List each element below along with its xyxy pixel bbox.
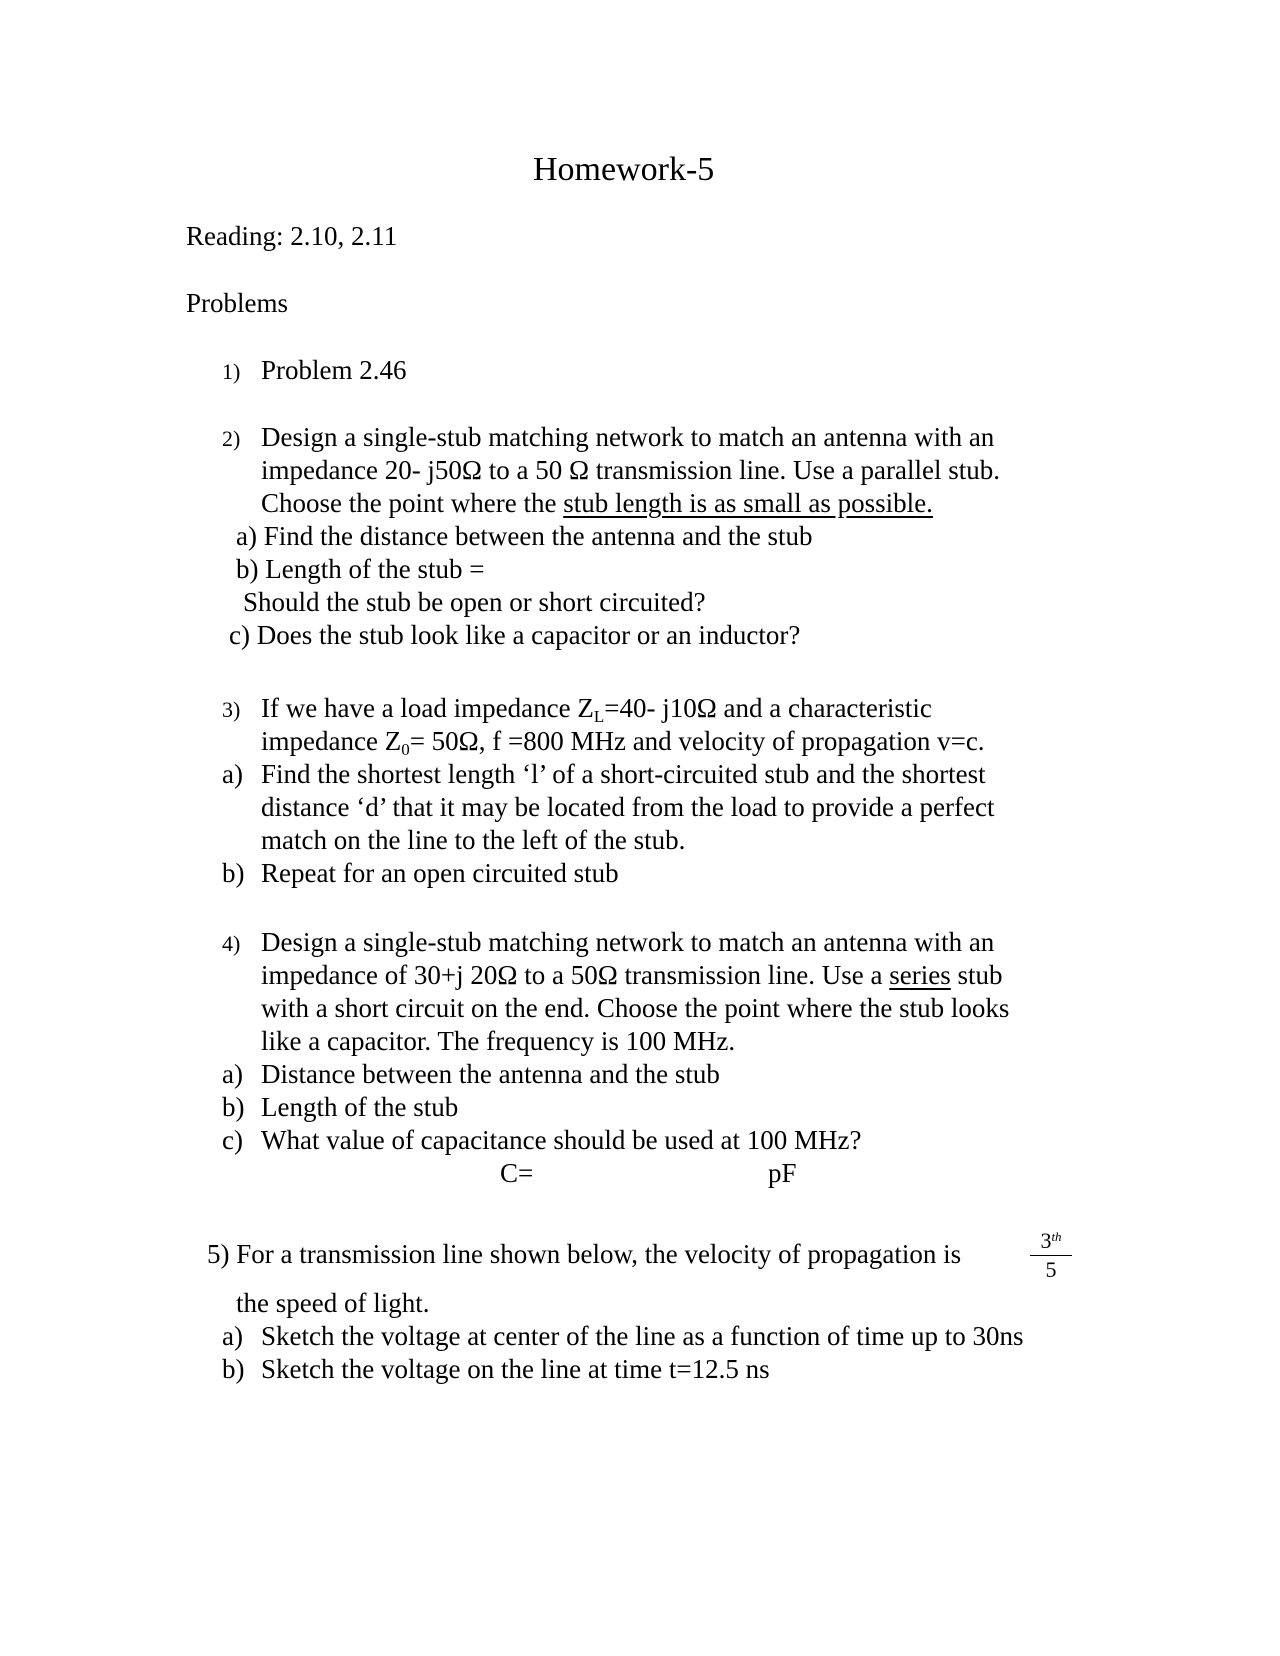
problem-3-part-a-label: a) <box>222 759 243 789</box>
problem-5-part-a: Sketch the voltage at center of the line as a function of time up to 30ns <box>261 1321 1024 1351</box>
problem-4-line-4: like a capacitor. The frequency is 100 MHz. <box>261 1026 736 1056</box>
fraction-numerator <box>1030 1229 1072 1256</box>
problem-3-number: 3) <box>222 697 241 722</box>
problem-3-part-a-line-3: match on the line to the left of the stub. <box>261 825 686 855</box>
problem-4-part-b: Length of the stub <box>261 1092 459 1122</box>
problem-3-part-b-label: b) <box>222 858 245 888</box>
problem-4-line-3: with a short circuit on the end. Choose the point where the stub looks <box>261 993 1010 1023</box>
zl-subscript: L <box>593 707 605 726</box>
problem-3-part-a-line-1: Find the shortest length ‘l’ of a short-circuited stub and the shortest <box>261 759 986 789</box>
reading-line: Reading: 2.10, 2.11 <box>186 221 398 251</box>
problem-3-part-a-line-2: distance ‘d’ that it may be located from the load to provide a perfect <box>261 792 995 822</box>
problem-4-part-a: Distance between the antenna and the stub <box>261 1059 720 1089</box>
problem-2-line-1: Design a single-stub matching network to match an antenna with an <box>261 422 995 452</box>
problem-5-line-1: 5) For a transmission line shown below, the velocity of propagation is <box>207 1239 962 1269</box>
page-title: Homework-5 <box>533 151 715 188</box>
capacitance-unit: pF <box>768 1158 797 1188</box>
fraction-superscript: th <box>1051 1229 1062 1244</box>
problem-4-part-c: What value of capacitance should be used at 100 MHz? <box>261 1125 862 1155</box>
problem-2-part-b-question: Should the stub be open or short circuited? <box>243 587 706 617</box>
problem-1-number: 1) <box>222 359 241 384</box>
problem-2-part-c: c) Does the stub look like a capacitor or an inductor? <box>229 620 801 650</box>
problem-4-part-b-label: b) <box>222 1092 245 1122</box>
velocity-fraction <box>1030 1229 1072 1282</box>
problem-5-part-a-label: a) <box>222 1321 243 1351</box>
problem-4-line-2-b: stub <box>950 960 1003 990</box>
problem-5-part-b: Sketch the voltage on the line at time t=12.5 ns <box>261 1354 770 1384</box>
problem-4-part-c-label: c) <box>222 1125 243 1155</box>
problem-4-line-2-a: impedance of 30+j 20Ω to a 50Ω transmission line. Use a <box>261 960 890 990</box>
problem-2-line-2: impedance 20- j50Ω to a 50 Ω transmission line. Use a parallel stub. <box>261 455 1000 485</box>
problem-2-line-3 <box>261 487 933 519</box>
problem-3-line-1-a: If we have a load impedance Z <box>261 693 594 723</box>
problem-4-line-1: Design a single-stub matching network to match an antenna with an <box>261 927 995 957</box>
problem-1-text: Problem 2.46 <box>261 355 407 385</box>
problem-3-line-2 <box>261 725 985 757</box>
problem-4-part-a-label: a) <box>222 1059 243 1089</box>
problem-2-number: 2) <box>222 426 241 451</box>
problem-2-underlined-text: stub length is as small as possible. <box>563 488 933 518</box>
fraction-denominator: 5 <box>1045 1257 1057 1282</box>
problem-3-line-1-b: =40- j10Ω and a characteristic <box>604 693 932 723</box>
problem-2-part-b: b) Length of the stub = <box>236 554 485 584</box>
problem-4-underlined-series: series <box>889 960 951 990</box>
problems-heading: Problems <box>186 288 289 318</box>
problem-5-part-b-label: b) <box>222 1354 245 1384</box>
z0-subscript: 0 <box>401 740 410 759</box>
problem-5-line-2: the speed of light. <box>236 1288 430 1318</box>
problem-3-line-1 <box>261 692 932 724</box>
capacitance-blank-label: C= <box>500 1158 534 1188</box>
problem-3-line-2-b: = 50Ω, f =800 MHz and velocity of propagation v=c. <box>409 726 985 756</box>
problem-4-number: 4) <box>222 931 241 956</box>
problem-3-line-2-a: impedance Z <box>261 726 402 756</box>
problem-4-line-2 <box>261 959 1003 991</box>
problem-2-line-3-text: Choose the point where the <box>261 488 564 518</box>
fraction-numerator-value: 3 <box>1040 1228 1052 1253</box>
problem-2-part-a: a) Find the distance between the antenna and the stub <box>236 521 813 551</box>
problem-3-part-b: Repeat for an open circuited stub <box>261 858 619 888</box>
